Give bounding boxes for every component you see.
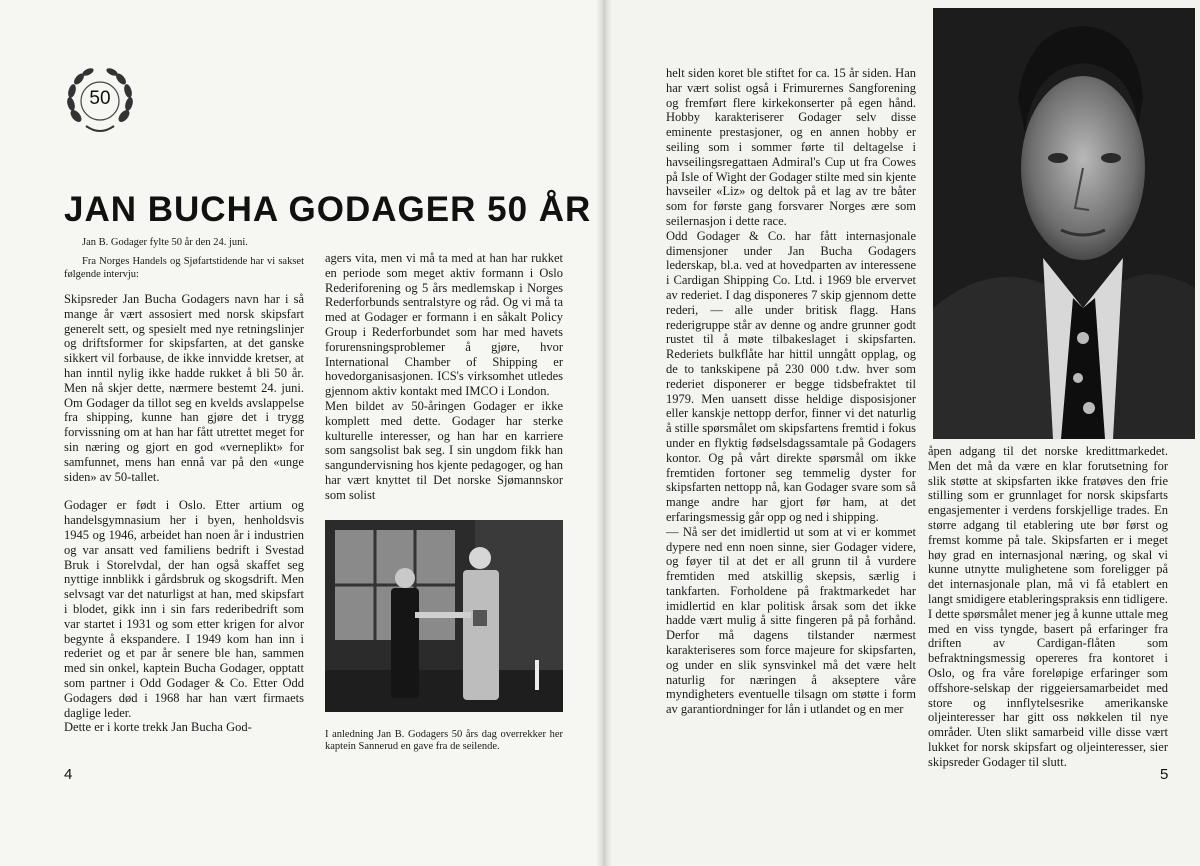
intro-line: Jan B. Godager fylte 50 år den 24. juni. (82, 237, 248, 248)
paragraph: Skipsreder Jan Bucha Godagers navn har i så mange år vært assosiert med norsk skipsfart generelt sett, og spesielt med nye retningslinjer og driftsformer for skipsfarten, at det ganske sikkert vil forbause, de ikke innvidde kretser, at han inntil nylig ikke hadde rukket å bli 50 år. Men nå skjer dette, nærmere bestemt 24. juni. Om Godager da tillot seg en kvelds avslappelse fra shipping, kunne han gjøre det i trygg forvissning om at han har fått utrettet meget for sin næring og gjort en god «verneplikt» for samfunnet, mens han ennå var på den «unge siden» av 50-tallet. (64, 292, 304, 484)
page-number-left: 4 (64, 766, 73, 783)
portrait-photo (933, 8, 1195, 439)
column-right-1 (666, 66, 916, 717)
anniversary-emblem (62, 66, 138, 136)
paragraph: I dette spørsmålet mener jeg å kunne uttale meg med en viss tyngde, basert på erfaringer fra driften av Cardigan-flåten som befraktningsmessig opereres fra kontoret i Oslo, og fra våre foreløpige erfaringer som offshore-selskap der riggeiersamarbeidet med store og innflytelsesrike amerikanske oljeinteresser har gitt oss nøkkelen til nye områder. Uten slikt samarbeid ville disse vært lukket for norsk skipsfart og oljeinteresser, sier skipsreder Godager til slutt. (928, 606, 1168, 769)
paragraph: — Nå ser det imidlertid ut som at vi er kommet dypere ned enn noen sinne, sier Godager videre, og føyer til at det er all grunn til å vurdere fremtiden med atskillig skepsis, særlig i tankfarten. Forholdene på fraktmarkedet har imidlertid en klar politisk årsak som det ikke hadde vært mulig å sitte fingeren på på forhånd. Derfor må dagens tilstander nærmest karakteriseres som force majeure for skipsfarten, og under en slik synsvinkel må det være helt naturlig for næringen å akseptere våre myndigheters eventuelle tilsagn om støtte i form av garantiordninger for lån i utlandet og en mer (666, 524, 916, 717)
column-right-2 (928, 444, 1168, 770)
column-middle (325, 251, 563, 503)
column-left (64, 236, 304, 735)
photo-caption: I anledning Jan B. Godagers 50 års dag overrekker her kaptein Sannerud en gave fra de seilende. (325, 728, 563, 752)
paragraph: Godager er født i Oslo. Etter artium og handelsgymnasium her i byen, henholdsvis 1945 og 1946, arbeidet han noen år i industrien og var ansatt ved familiens bedrift i Svestad Bruk i Storelvdal, der han også skaffet seg nyttige innblikk i gårdsbruk og skogsdrift. Men selvsagt var det naturligst at han, med skipsfart i blodet, gikk inn i sin fars rederibedrift som var startet i 1931 og som etter krigen for alvor begynte å ekspandere. I 1949 kom han inn i rederiet og et par år senere ble han, sammen med sin onkel, kaptein Bucha Godager, opptatt som partner i Odd Godager & Co. Etter Odd Godagers død i 1968 har han vært firmaets daglige leder. (64, 498, 304, 720)
portrait-image (933, 8, 1195, 439)
paragraph: åpen adgang til det norske kredittmarkedet. Men det må da være en klar forutsetning for slik støtte at skipsfarten ikke fratøves den frie stilling som er grunnlaget for norsk skipsfarts engasjementer i verdens forskjellige trades. En større adgang til etablering ute bør først og fremst komme på tale. Skipsfarten er i meget høy grad en internasjonal næring, og skal vi kunne utnytte mulighetene som foreligger på det internasjonale plan, må vi få etablert en langt smidigere etableringspraksis enn tidligere. (928, 444, 1168, 606)
paragraph: helt siden koret ble stiftet for ca. 15 år siden. Han har vært solist også i Frimurernes Sangforening og fremført flere kirkekonserter på egen hånd. Hobby karakteriserer Godager selv disse eminente prestasjoner, og en annen hobby er seiling som i sommer førte til deltagelse i havseilingsregattaen Admiral's Cup ut fra Cowes på Isle of Wight der Godager stilte med sin kjente havseiler «Liz» og deltok på et lag av tre båter som for første gang forsvarer Norges ære som seilernasjon i dette race. (666, 66, 916, 228)
intro-line: Fra Norges Handels og Sjøfartstidende har vi sakset følgende intervju: (64, 256, 304, 280)
paragraph: Dette er i korte trekk Jan Bucha God- (64, 720, 252, 735)
page-number-right: 5 (1160, 766, 1169, 783)
paragraph: agers vita, men vi må ta med at han har rukket en periode som meget aktiv formann i Oslo Rederiforening og 5 års medlemskap i Norges Rederforbunds sentralstyre og råd. Og vi må ta med at Godager er formann i en såkalt Policy Group i Rederforbundet som har med havets forurensningsproblemer å gjøre, hvor International Chamber of Shipping er hovedorganisasjonen. ICS's virksomhet utledes gjennom aktiv kontakt med IMCO i London. (325, 251, 563, 399)
page-gutter (596, 0, 612, 866)
intro (64, 236, 304, 281)
gift-ceremony-photo (325, 520, 563, 712)
article-headline: JAN BUCHA GODAGER 50 ÅR (64, 190, 592, 229)
paragraph: Men bildet av 50-åringen Godager er ikke komplett med dette. Godager har sterke kulturelle interesser, og han har en karriere som sangsolist bak seg. I sin ungdom fikk han sangundervisning hos kjente pedagoger, og han har vært knyttet til Det norske Sjømannskor som solist (325, 398, 563, 502)
photo-image (325, 520, 563, 712)
emblem-number: 50 (89, 88, 111, 109)
paragraph: Odd Godager & Co. har fått internasjonale dimensjoner under Jan Bucha Godagers lederskap, bl.a. ved at hovedparten av interessene i Cardigan Shipping Co. Ltd. i 1969 ble ervervet av rederiet. I dag disponeres 7 skip gjennom dette rederi, — alle under britisk flagg. Hans rederigruppe står av denne og andre grunner godt rustet til å møte tilbakeslaget i skipsfarten. Rederiets bulkflåte har hittil unngått opplag, og de to tankskipene på 230 000 t.dw. hver som rederiet disponerer er begge tidsbefraktet til 1979. Men uansett disse heldige disposisjoner eller kanskje nettopp derfor, finner vi det naturlig å stille spørsmålet om skipsfartens fremtid i fokus under en flyktig fødselsdagssamtale på Godagers kontor. Og på vårt direkte spørsmål om ikke fremtiden fortoner seg temmelig dyster for skipsfarten nettopp nå, kan Godager svare som så mange andre har gjort før ham, at det erfaringsmessig går opp og ned i shipping. (666, 228, 916, 524)
